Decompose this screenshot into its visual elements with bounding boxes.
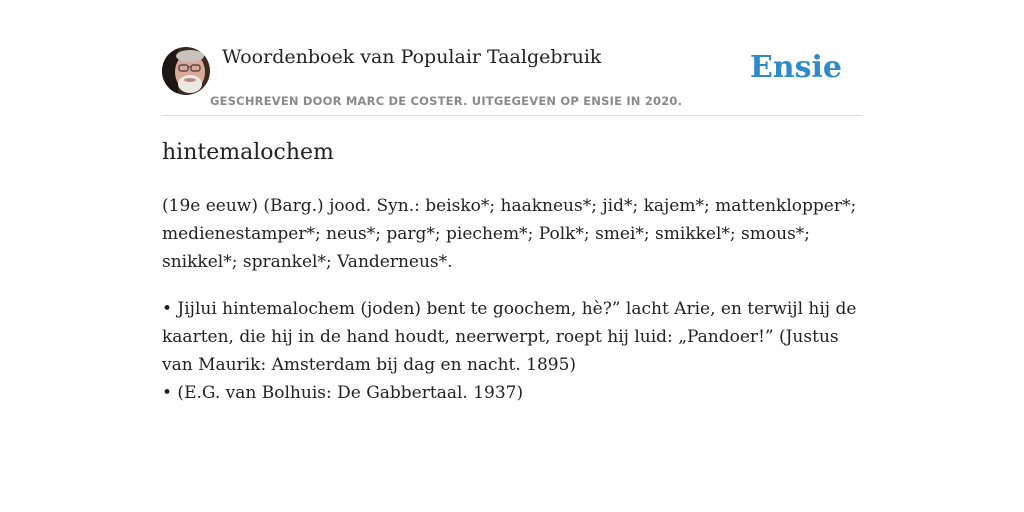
citation-item: • Jijlui hintemalochem (joden) bent te goochem, hè?” lacht Arie, en terwijl hij de kaarten, die hij in de hand houdt, neerwerpt, roept hij luid: „Pandoer!” (Justus van Maurik: Amsterdam bij dag en nacht. 1895) [162, 299, 857, 375]
author-avatar-image [162, 47, 210, 95]
ensie-logo[interactable]: Ensie [749, 50, 842, 85]
citation-item: • (E.G. van Bolhuis: De Gabbertaal. 1937) [162, 383, 524, 403]
entry-definition: (19e eeuw) (Barg.) jood. Syn.: beisko*; haakneus*; jid*; kajem*; mattenklopper*; medienestamper*; neus*; parg*; piechem*; Polk*; smei*; smikkel*; smous*; snikkel*; sprankel*; Vanderneus*. [162, 196, 857, 272]
entry-headword: hintemalochem [162, 140, 334, 165]
page-header [162, 44, 862, 116]
book-title[interactable]: Woordenboek van Populair Taalgebruik [222, 46, 602, 68]
byline: GESCHREVEN DOOR MARC DE COSTER. UITGEGEVEN OP ENSIE IN 2020. [210, 94, 683, 108]
entry-body [162, 192, 862, 407]
header-divider [162, 115, 862, 116]
author-avatar [162, 47, 210, 95]
